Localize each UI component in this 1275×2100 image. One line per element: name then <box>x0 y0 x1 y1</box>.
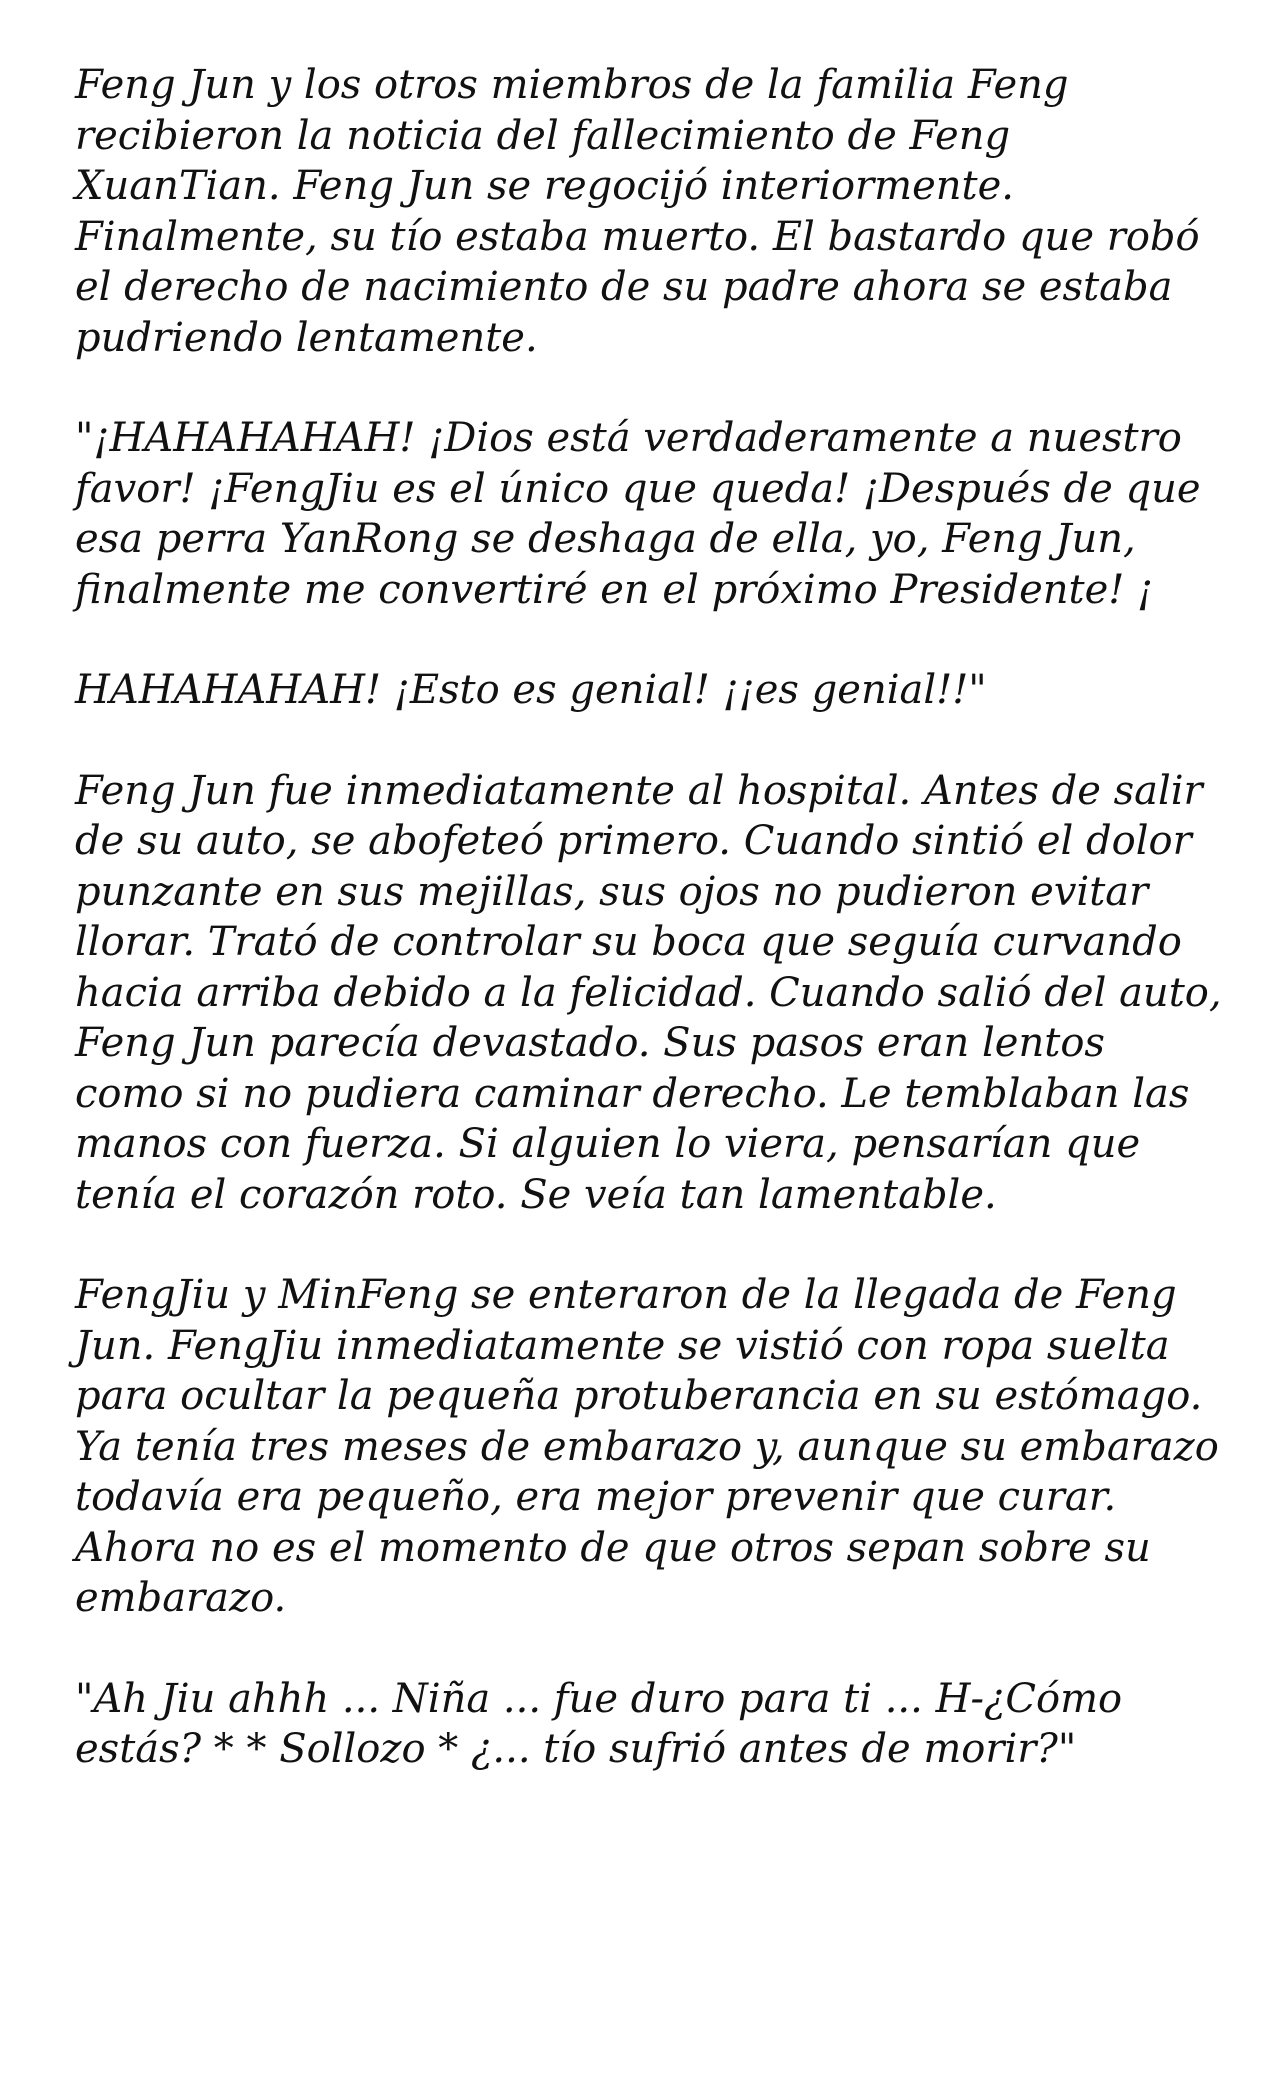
paragraph-3: HAHAHAHAH! ¡Esto es genial! ¡¡es genial!!" <box>75 667 987 713</box>
paragraph-5: FengJiu y MinFeng se enteraron de la llegada de Feng Jun. FengJiu inmediatamente se vistió con ropa suelta para ocultar la pequeña protuberancia en su estómago. Ya tenía tres meses de embarazo y, aunque su embarazo todavía era pequeño, era mejor prevenir que curar. Ahora no es el momento de que otros sepan sobre su embarazo. <box>75 1272 1219 1621</box>
paragraph-2: "¡HAHAHAHAH! ¡Dios está verdaderamente a nuestro favor! ¡FengJiu es el único que queda! ¡Después de que esa perra YanRong se deshaga de ella, yo, Feng Jun, finalmente me convertiré en el próximo Presidente! ¡ <box>75 415 1201 613</box>
paragraph-6: "Ah Jiu ahhh ... Niña ... fue duro para ti ... H-¿Cómo estás? * * Sollozo * ¿... tío sufrió antes de morir?" <box>75 1675 1123 1772</box>
paragraph-1: Feng Jun y los otros miembros de la familia Feng recibieron la noticia del fallecimiento de Feng XuanTian. Feng Jun se regocijó interiormente. Finalmente, su tío estaba muerto. El bastardo que robó el derecho de nacimiento de su padre ahora se estaba pudriendo lentamente. <box>75 62 1200 361</box>
document-body <box>75 60 1225 1825</box>
paragraph-4: Feng Jun fue inmediatamente al hospital. Antes de salir de su auto, se abofeteó primero. Cuando sintió el dolor punzante en sus mejillas, sus ojos no pudieron evitar llorar. Trató de controlar su boca que seguía curvando hacia arriba debido a la felicidad. Cuando salió del auto, Feng Jun parecía devastado. Sus pasos eran lentos como si no pudiera caminar derecho. Le temblaban las manos con fuerza. Si alguien lo viera, pensarían que tenía el corazón roto. Se veía tan lamentable. <box>75 767 1222 1218</box>
